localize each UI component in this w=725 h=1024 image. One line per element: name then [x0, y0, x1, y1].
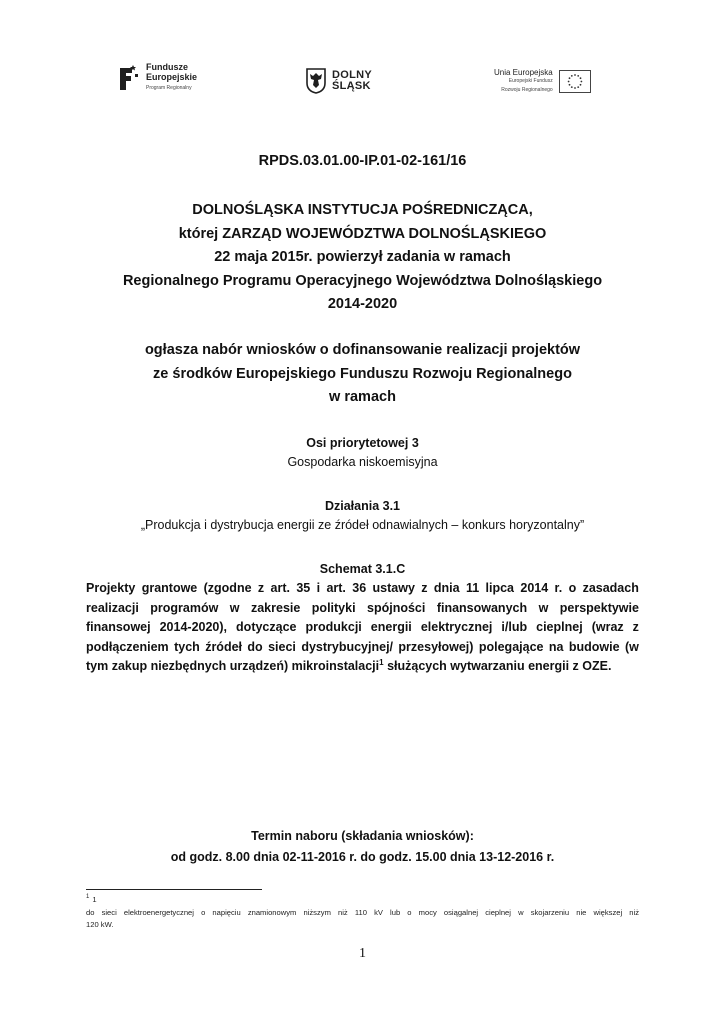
- deadline-label: Termin naboru (składania wniosków):: [251, 829, 474, 843]
- word: 110: [354, 907, 367, 917]
- unia-logo-line2: Europejski Fundusz: [508, 78, 553, 84]
- word: art.: [326, 581, 346, 595]
- action-name: „Produkcja i dystrybucja energii ze źródeł odnawialnych – konkurs horyzontalny”: [140, 518, 585, 532]
- scheme-last-line-after: służących wytwarzaniu energii z OZE.: [383, 659, 612, 673]
- announcement-line: ogłasza nabór wniosków o dofinansowanie realizacji projektów: [144, 342, 581, 358]
- footnote-ref[interactable]: 1: [379, 657, 384, 667]
- word: (wraz: [591, 620, 624, 634]
- announcement-line: w ramach: [329, 389, 396, 405]
- word: niższym: [303, 907, 331, 917]
- word: perspektywie: [559, 600, 639, 615]
- scheme-last-line: [86, 657, 639, 677]
- footnote: [86, 894, 639, 932]
- announcement-line: ze środków Europejskiego Funduszu Rozwoju Regionalnego: [153, 365, 572, 382]
- footnote-divider: [86, 889, 262, 890]
- word: cieplnej: [536, 620, 583, 634]
- word: skojarzeniu: [530, 907, 570, 917]
- word: tych: [174, 639, 200, 654]
- word: 11: [465, 581, 480, 595]
- word: osiągalnej: [443, 907, 479, 917]
- scheme-last-line-before: tym zakup niezbędnych urządzeń) mikroinstalacji: [86, 659, 380, 673]
- scheme-label: Schemat 3.1.C: [319, 562, 406, 576]
- priority-axis-block: [110, 434, 615, 472]
- word: i/lub: [501, 620, 528, 634]
- action-block: [110, 497, 615, 535]
- header-block: [110, 199, 615, 317]
- word: o: [201, 907, 206, 917]
- word: na: [548, 639, 564, 654]
- word: finansowanych: [436, 600, 528, 615]
- deadline-block: [110, 826, 615, 868]
- word: budowie: [568, 639, 620, 654]
- word: energii: [370, 620, 412, 634]
- eu-flag-icon: [559, 70, 591, 93]
- word: zakresie: [250, 600, 301, 615]
- word: grantowe: [141, 581, 198, 595]
- word: z: [632, 620, 639, 634]
- header-line: DOLNOŚLĄSKA INSTYTUCJA POŚREDNICZĄCA,: [192, 202, 533, 218]
- fundusze-logo-line1: Fundusze: [146, 62, 188, 72]
- word: produkcji: [305, 620, 362, 634]
- word: dotyczące: [236, 620, 297, 634]
- word: dystrybucyjnej/: [301, 639, 394, 654]
- word: 2014: [520, 581, 549, 595]
- word: lipca: [485, 581, 515, 595]
- word: zasadach: [582, 581, 639, 595]
- word: programów: [150, 600, 219, 615]
- word: nie: [576, 907, 587, 917]
- fundusze-logo-line3: Program Regionalny: [146, 85, 192, 91]
- word: sieci: [268, 639, 296, 654]
- word: w: [518, 907, 524, 917]
- word: elektroenergetycznej: [123, 907, 194, 917]
- word: do: [86, 907, 95, 917]
- word: spójności: [367, 600, 426, 615]
- word: elektrycznej: [420, 620, 493, 634]
- fundusze-europejskie-emblem-icon: [118, 64, 140, 92]
- word: w: [229, 600, 240, 615]
- word: $^1$ 1: [86, 894, 97, 904]
- deadline-dates: od godz. 8.00 dnia 02-11-2016 r. do godz. 15.00 dnia 13-12-2016 r.: [170, 850, 555, 864]
- word: 35: [296, 581, 311, 595]
- header-line: 2014-2020: [327, 296, 398, 312]
- word: finansowej: [86, 620, 151, 634]
- word: znamionowym: [247, 907, 297, 917]
- priority-axis-label: Osi priorytetowej 3: [306, 436, 419, 450]
- footnote-number: 1: [86, 894, 90, 901]
- fundusze-europejskie-logo: [118, 62, 197, 93]
- footnote-line: [86, 894, 639, 907]
- word: (zgodne: [203, 581, 252, 595]
- word: źródeł: [205, 639, 242, 654]
- scheme-line: [86, 579, 639, 599]
- word: r.: [554, 581, 563, 595]
- unia-logo-line1: Unia Europejska: [494, 68, 553, 77]
- word: o: [568, 581, 577, 595]
- word: cieplnej: [485, 907, 511, 917]
- word: Projekty: [86, 581, 136, 595]
- word: polityki: [311, 600, 356, 615]
- header-line: 22 maja 2015r. powierzył zadania w ramach: [214, 249, 511, 265]
- page-number: 1: [359, 946, 366, 961]
- priority-axis-name: Gospodarka niskoemisyjna: [287, 455, 438, 469]
- fundusze-logo-line2: Europejskie: [146, 72, 198, 82]
- word: napięciu: [212, 907, 241, 917]
- scheme-line: [86, 638, 639, 658]
- action-label: Działania 3.1: [324, 499, 401, 513]
- dolny-slask-logo: [306, 68, 372, 94]
- header-line: której ZARZĄD WOJEWÓDZTWA DOLNOŚLĄSKIEGO: [178, 225, 547, 242]
- word: o: [407, 907, 412, 917]
- word: 2014-2020),: [159, 620, 228, 634]
- word: kV: [374, 907, 383, 917]
- word: art.: [270, 581, 290, 595]
- dolny-slask-line1: DOLNY: [332, 69, 372, 81]
- word: realizacji: [86, 600, 139, 615]
- dolny-slask-line2: ŚLĄSK: [332, 80, 371, 92]
- footnote-line: [86, 907, 639, 920]
- word: większej: [593, 907, 623, 917]
- word: w: [538, 600, 549, 615]
- unia-europejska-logo: [494, 68, 591, 95]
- eagle-crest-icon: [306, 68, 326, 94]
- word: mocy: [418, 907, 437, 917]
- word: lub: [390, 907, 401, 917]
- scheme-description: [86, 579, 639, 677]
- word: podłączeniem: [86, 639, 169, 654]
- unia-logo-line3: Rozwoju Regionalnego: [501, 87, 553, 93]
- scheme-line: [86, 618, 639, 638]
- announcement-block: [110, 339, 615, 410]
- word: przesyłowej): [398, 639, 474, 654]
- footnote-last-line: 120 kW.: [86, 920, 114, 929]
- word: 36: [352, 581, 367, 595]
- word: i: [316, 581, 321, 595]
- scheme-line: [86, 599, 639, 619]
- header-line: Regionalnego Programu Operacyjnego Województwa Dolnośląskiego: [122, 272, 603, 289]
- reference-number: RPDS.03.01.00-IP.01-02-161/16: [258, 153, 467, 169]
- word: niż: [338, 907, 348, 917]
- word: (w: [625, 639, 639, 654]
- word: polegające: [478, 639, 544, 654]
- word: do: [247, 639, 263, 654]
- word: sieci: [101, 907, 117, 917]
- word: z: [421, 581, 428, 595]
- word: z: [257, 581, 265, 595]
- word: dnia: [433, 581, 460, 595]
- word: niż: [629, 907, 639, 917]
- word: ustawy: [372, 581, 415, 595]
